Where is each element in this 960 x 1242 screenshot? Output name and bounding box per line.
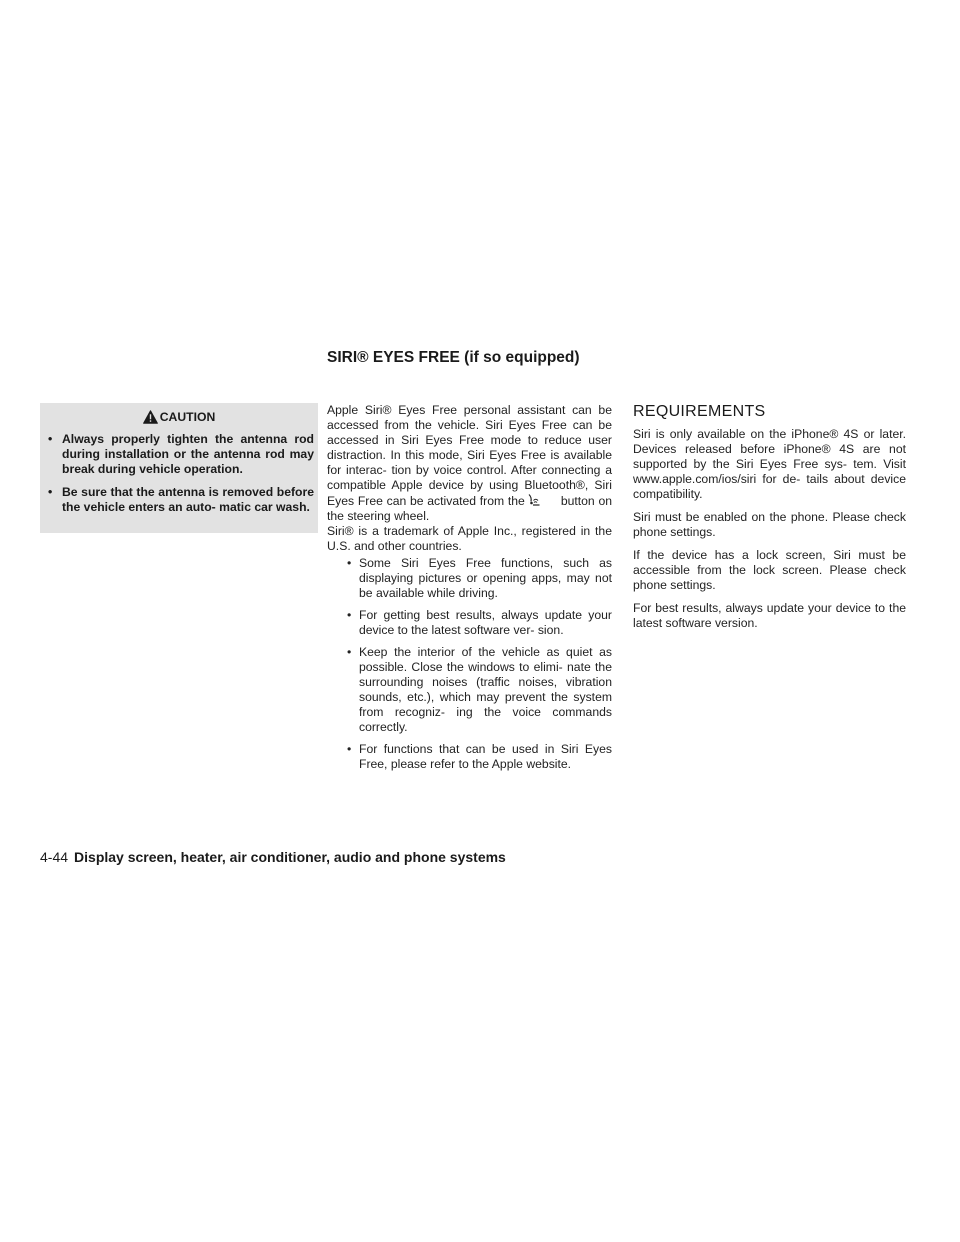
- trademark-paragraph: Siri® is a trademark of Apple Inc., registered in the U.S. and other countries.: [327, 524, 612, 553]
- page-number: 4-44: [40, 849, 69, 865]
- requirements-paragraph: If the device has a lock screen, Siri must be accessible from the lock screen. Please check phone settings.: [633, 548, 906, 592]
- bullet: •: [48, 432, 53, 446]
- warning-triangle-icon: [143, 410, 158, 424]
- caution-item-text: Always properly tighten the antenna rod during installation or the antenna rod may break during vehicle operation.: [62, 432, 314, 476]
- intro-text-before-icon: Apple Siri® Eyes Free personal assistant can be accessed from the vehicle. Siri Eyes Free can be accessed in Siri Eyes Free mode to reduce user distraction. In this mode, Siri Eyes Free is available for interac- tion by voice control. After connecting a compatible Apple device by using Bluetooth®, Siri Eyes Free can be activated from the: [327, 403, 612, 508]
- caution-list: [40, 432, 318, 515]
- requirements-paragraph: Siri must be enabled on the phone. Please check phone settings.: [633, 510, 906, 539]
- caution-title: CAUTION: [159, 410, 216, 424]
- bullet: •: [347, 645, 352, 659]
- caution-box: [40, 403, 318, 533]
- intro-text-after-icon: button on the steering wheel.: [327, 494, 612, 523]
- bullet: •: [347, 742, 352, 756]
- right-column: [633, 403, 906, 639]
- list-item-text: Keep the interior of the vehicle as quiet as possible. Close the windows to elimi- nate the surrounding noises (traffic noises, vibration sounds, etc.), which may prevent the system from recogniz- ing the voice commands correctly.: [359, 645, 612, 734]
- page-footer: [40, 848, 506, 866]
- section-title: SIRI® EYES FREE (if so equipped): [327, 349, 580, 366]
- chapter-title: Display screen, heater, air conditioner, audio and phone systems: [74, 849, 506, 865]
- bullet: •: [347, 556, 352, 570]
- intro-bullets: [327, 556, 612, 772]
- list-item: [347, 645, 612, 735]
- list-item-text: For getting best results, always update your device to the latest software ver- sion.: [359, 608, 612, 637]
- intro-paragraph: [327, 403, 612, 524]
- list-item: [347, 742, 612, 772]
- left-column: [40, 403, 318, 533]
- bullet: •: [347, 608, 352, 622]
- caution-item: [48, 432, 314, 477]
- list-item: [347, 608, 612, 638]
- list-item: [347, 556, 612, 601]
- requirements-paragraph: Siri is only available on the iPhone® 4S or later. Devices released before iPhone® 4S are not supported by the Siri Eyes Free sys- tem. Visit www.apple.com/ios/siri for de- tails about device compatibility.: [633, 427, 906, 501]
- requirements-paragraph: For best results, always update your device to the latest software version.: [633, 601, 906, 630]
- caution-header: [40, 403, 318, 426]
- middle-column: [327, 403, 612, 779]
- bullet: •: [48, 485, 53, 499]
- voice-recognition-icon: [527, 493, 541, 507]
- requirements-heading: REQUIREMENTS: [633, 403, 766, 420]
- list-item-text: For functions that can be used in Siri Eyes Free, please refer to the Apple website.: [359, 742, 612, 771]
- list-item-text: Some Siri Eyes Free functions, such as displaying pictures or opening apps, may not be available while driving.: [359, 556, 612, 600]
- caution-item-text: Be sure that the antenna is removed before the vehicle enters an auto- matic car wash.: [62, 485, 314, 514]
- caution-item: [48, 485, 314, 515]
